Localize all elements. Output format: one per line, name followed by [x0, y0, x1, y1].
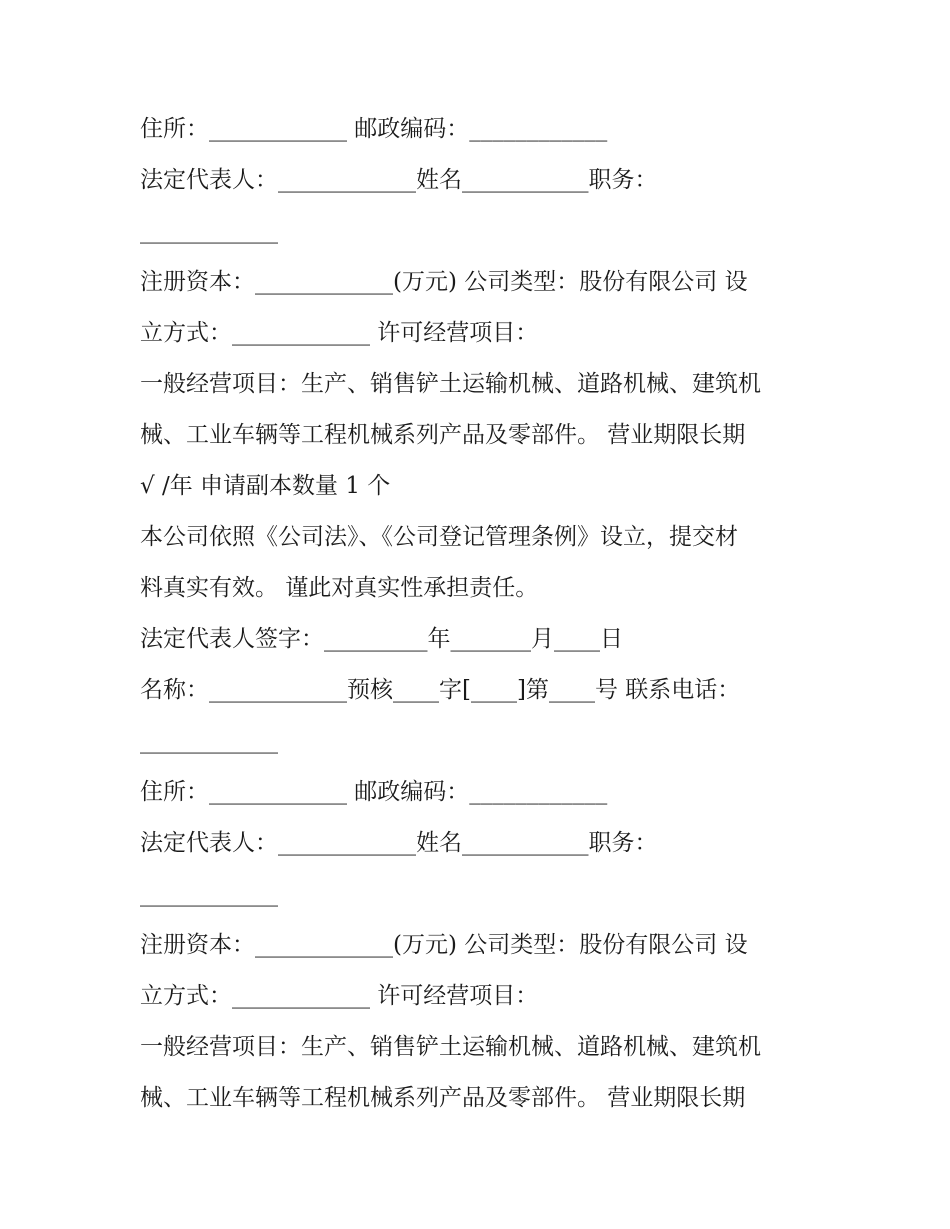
- text-line-declaration-cont: 料真实有效。 谨此对真实性承担责任。: [140, 575, 539, 601]
- text-line-business-term: 械、工业车辆等工程机械系列产品及零部件。 营业期限长期: [140, 1085, 746, 1111]
- text-line-name-phone: 名称：____________预核____字[____]第____号 联系电话：: [140, 677, 741, 703]
- text-line-blank: ____________: [140, 218, 278, 244]
- text-line-blank: ____________: [140, 881, 278, 907]
- text-line-blank: ____________: [140, 728, 278, 754]
- text-line-signature: 法定代表人签字：_________年_______月____日: [140, 626, 623, 652]
- text-line-legal-representative: 法定代表人：____________姓名___________职务：: [140, 830, 658, 856]
- text-line-establishment-method: 立方式：____________ 许可经营项目：: [140, 320, 539, 346]
- text-line-general-business: 一般经营项目：生产、销售铲土运输机械、道路机械、建筑机: [140, 1034, 761, 1060]
- text-line-declaration: 本公司依照《公司法》、《公司登记管理条例》设立，提交材: [140, 524, 738, 550]
- text-line-address: 住所：____________ 邮政编码：____________: [140, 116, 608, 142]
- text-line-general-business: 一般经营项目：生产、销售铲土运输机械、道路机械、建筑机: [140, 371, 761, 397]
- text-line-registered-capital: 注册资本：____________(万元) 公司类型：股份有限公司 设: [140, 269, 748, 295]
- text-line-establishment-method: 立方式：____________ 许可经营项目：: [140, 983, 539, 1009]
- text-line-business-term: 械、工业车辆等工程机械系列产品及零部件。 营业期限长期: [140, 422, 746, 448]
- text-line-legal-representative: 法定代表人：____________姓名___________职务：: [140, 167, 658, 193]
- document-page: [140, 104, 820, 1124]
- text-line-copy-count: √ /年 申请副本数量 1 个: [140, 473, 391, 499]
- text-line-registered-capital: 注册资本：____________(万元) 公司类型：股份有限公司 设: [140, 932, 748, 958]
- text-line-address: 住所：____________ 邮政编码：____________: [140, 779, 608, 805]
